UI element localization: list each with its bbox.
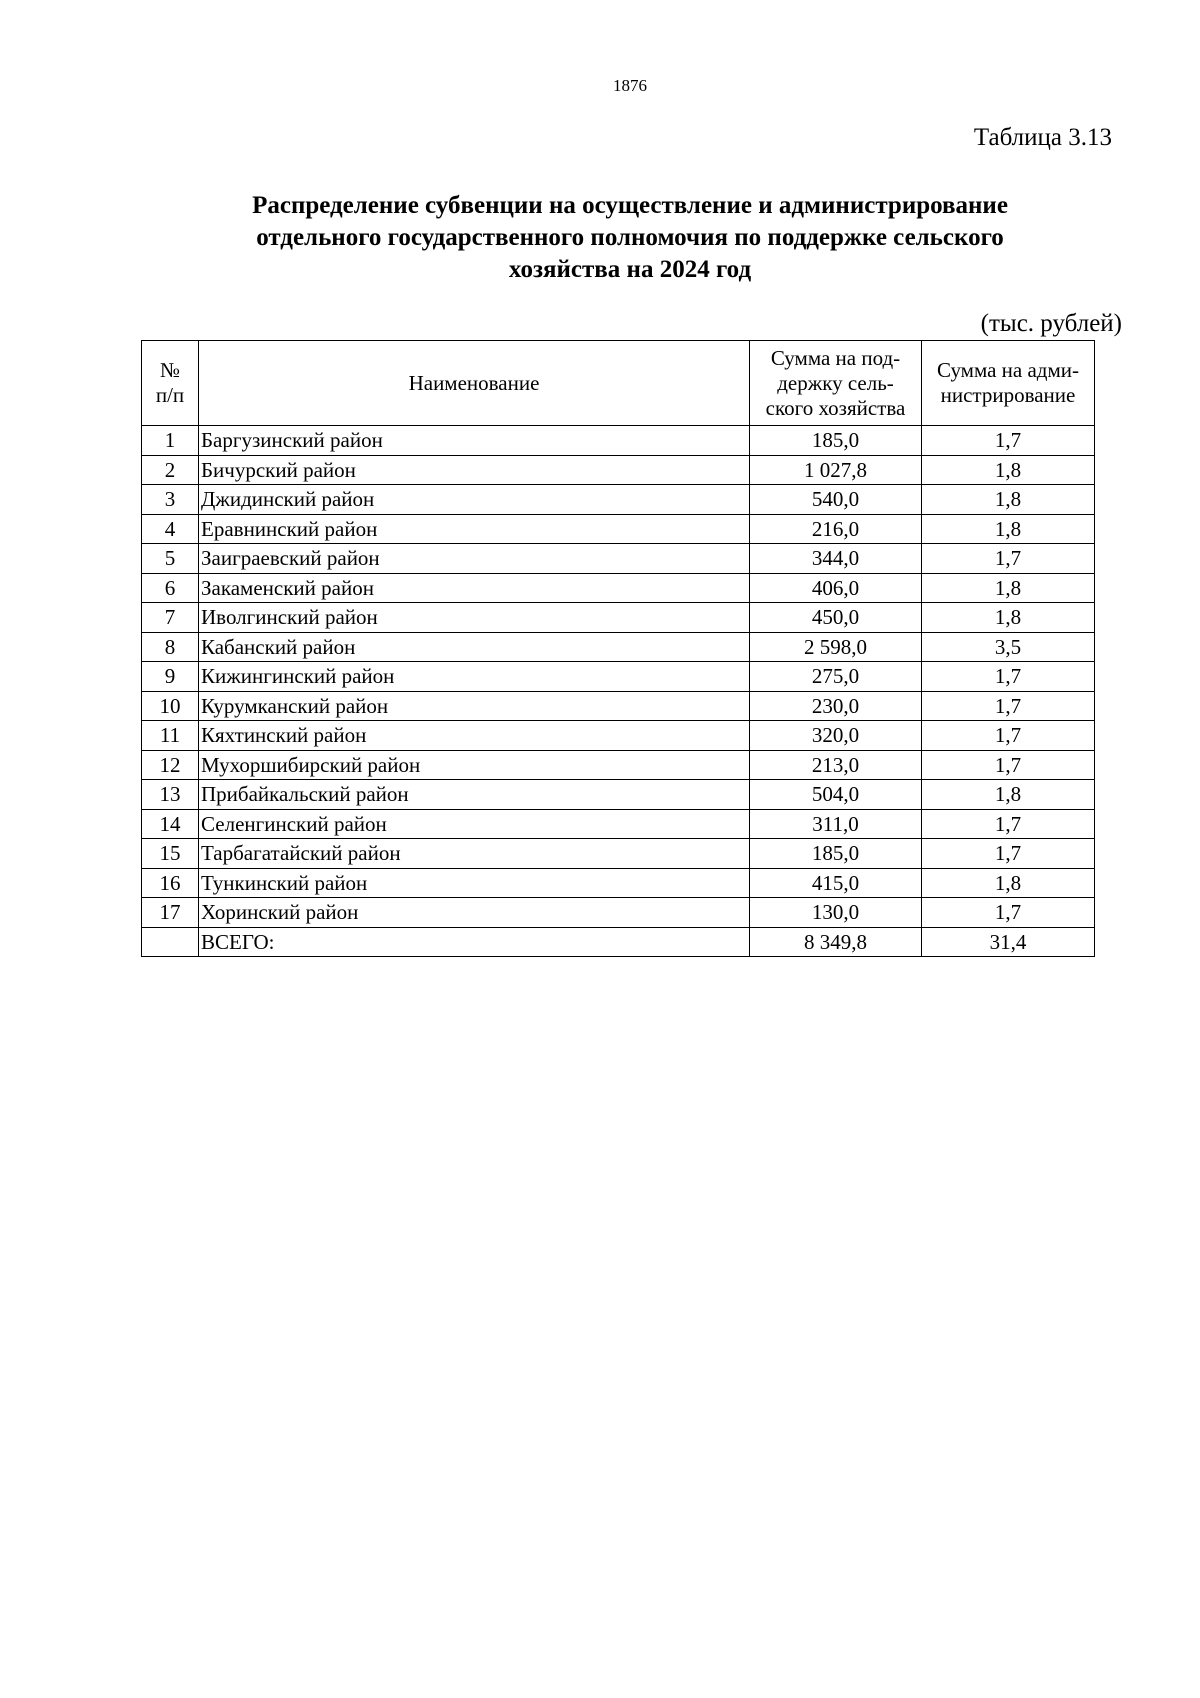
table-row <box>142 750 1095 780</box>
cell-number: 11 <box>142 721 199 751</box>
table-header-row <box>142 341 1095 426</box>
cell-agriculture-sum: 344,0 <box>750 544 922 574</box>
cell-district-name: Курумканский район <box>199 691 750 721</box>
cell-administration-sum: 3,5 <box>922 632 1095 662</box>
cell-agriculture-sum: 216,0 <box>750 514 922 544</box>
cell-number: 12 <box>142 750 199 780</box>
cell-agriculture-sum: 8 349,8 <box>750 927 922 957</box>
cell-district-name: Тункинский район <box>199 868 750 898</box>
table-row <box>142 455 1095 485</box>
table-row <box>142 426 1095 456</box>
cell-administration-sum: 1,8 <box>922 868 1095 898</box>
table-row <box>142 691 1095 721</box>
cell-agriculture-sum: 275,0 <box>750 662 922 692</box>
header-agriculture-sum: Сумма на под- держку сель- ского хозяйства <box>750 341 922 426</box>
cell-district-name: Тарбагатайский район <box>199 839 750 869</box>
cell-number: 3 <box>142 485 199 515</box>
cell-district-name: Иволгинский район <box>199 603 750 633</box>
cell-agriculture-sum: 320,0 <box>750 721 922 751</box>
cell-number: 8 <box>142 632 199 662</box>
title-line: хозяйства на 2024 год <box>508 256 752 283</box>
cell-administration-sum: 1,8 <box>922 573 1095 603</box>
cell-district-name: Заиграевский район <box>199 544 750 574</box>
cell-number: 15 <box>142 839 199 869</box>
cell-number: 16 <box>142 868 199 898</box>
table-row <box>142 485 1095 515</box>
cell-number: 14 <box>142 809 199 839</box>
cell-agriculture-sum: 213,0 <box>750 750 922 780</box>
cell-number: 17 <box>142 898 199 928</box>
cell-agriculture-sum: 406,0 <box>750 573 922 603</box>
cell-administration-sum: 1,7 <box>922 898 1095 928</box>
cell-administration-sum: 1,7 <box>922 662 1095 692</box>
cell-administration-sum: 1,7 <box>922 691 1095 721</box>
cell-agriculture-sum: 185,0 <box>750 426 922 456</box>
title-line: Распределение субвенции на осуществление и администрирование <box>252 192 1008 219</box>
cell-number: 9 <box>142 662 199 692</box>
cell-administration-sum: 1,8 <box>922 780 1095 810</box>
cell-district-name: Прибайкальский район <box>199 780 750 810</box>
header-number: № п/п <box>142 341 199 426</box>
table-row <box>142 573 1095 603</box>
table-body <box>142 426 1095 957</box>
header-administration-sum: Сумма на адми- нистрирование <box>922 341 1095 426</box>
cell-administration-sum: 1,8 <box>922 514 1095 544</box>
cell-agriculture-sum: 230,0 <box>750 691 922 721</box>
cell-agriculture-sum: 450,0 <box>750 603 922 633</box>
cell-administration-sum: 1,7 <box>922 750 1095 780</box>
table-row <box>142 868 1095 898</box>
document-title <box>180 190 1080 286</box>
title-line: отдельного государственного полномочия по поддержке сельского <box>256 224 1004 251</box>
cell-agriculture-sum: 311,0 <box>750 809 922 839</box>
cell-number: 10 <box>142 691 199 721</box>
cell-number: 2 <box>142 455 199 485</box>
units-label: (тыс. рублей) <box>980 310 1122 337</box>
cell-number <box>142 927 199 957</box>
cell-district-name: Кабанский район <box>199 632 750 662</box>
cell-administration-sum: 1,8 <box>922 485 1095 515</box>
cell-agriculture-sum: 130,0 <box>750 898 922 928</box>
cell-administration-sum: 1,7 <box>922 809 1095 839</box>
cell-district-name: Бичурский район <box>199 455 750 485</box>
subvention-table <box>141 340 1095 957</box>
cell-district-name: Мухоршибирский район <box>199 750 750 780</box>
cell-district-name: Кижингинский район <box>199 662 750 692</box>
table-row <box>142 544 1095 574</box>
cell-agriculture-sum: 2 598,0 <box>750 632 922 662</box>
cell-number: 7 <box>142 603 199 633</box>
table-row <box>142 839 1095 869</box>
cell-district-name: Баргузинский район <box>199 426 750 456</box>
table-reference: Таблица 3.13 <box>973 124 1112 151</box>
table-row <box>142 721 1095 751</box>
cell-agriculture-sum: 185,0 <box>750 839 922 869</box>
cell-agriculture-sum: 415,0 <box>750 868 922 898</box>
cell-number: 4 <box>142 514 199 544</box>
cell-district-name: Закаменский район <box>199 573 750 603</box>
table-row <box>142 809 1095 839</box>
table-row <box>142 662 1095 692</box>
cell-number: 13 <box>142 780 199 810</box>
cell-administration-sum: 1,7 <box>922 839 1095 869</box>
cell-district-name: ВСЕГО: <box>199 927 750 957</box>
cell-district-name: Джидинский район <box>199 485 750 515</box>
header-name: Наименование <box>199 341 750 426</box>
cell-administration-sum: 1,8 <box>922 455 1095 485</box>
cell-agriculture-sum: 1 027,8 <box>750 455 922 485</box>
cell-number: 6 <box>142 573 199 603</box>
cell-district-name: Еравнинский район <box>199 514 750 544</box>
cell-district-name: Кяхтинский район <box>199 721 750 751</box>
table-row <box>142 632 1095 662</box>
cell-administration-sum: 1,7 <box>922 544 1095 574</box>
table-row <box>142 898 1095 928</box>
cell-administration-sum: 1,7 <box>922 426 1095 456</box>
page-number: 1876 <box>613 76 647 95</box>
cell-administration-sum: 31,4 <box>922 927 1095 957</box>
table-row <box>142 603 1095 633</box>
table-total-row <box>142 927 1095 957</box>
cell-agriculture-sum: 540,0 <box>750 485 922 515</box>
cell-number: 1 <box>142 426 199 456</box>
cell-administration-sum: 1,7 <box>922 721 1095 751</box>
cell-administration-sum: 1,8 <box>922 603 1095 633</box>
cell-district-name: Хоринский район <box>199 898 750 928</box>
table-row <box>142 514 1095 544</box>
cell-district-name: Селенгинский район <box>199 809 750 839</box>
cell-number: 5 <box>142 544 199 574</box>
cell-agriculture-sum: 504,0 <box>750 780 922 810</box>
table-row <box>142 780 1095 810</box>
